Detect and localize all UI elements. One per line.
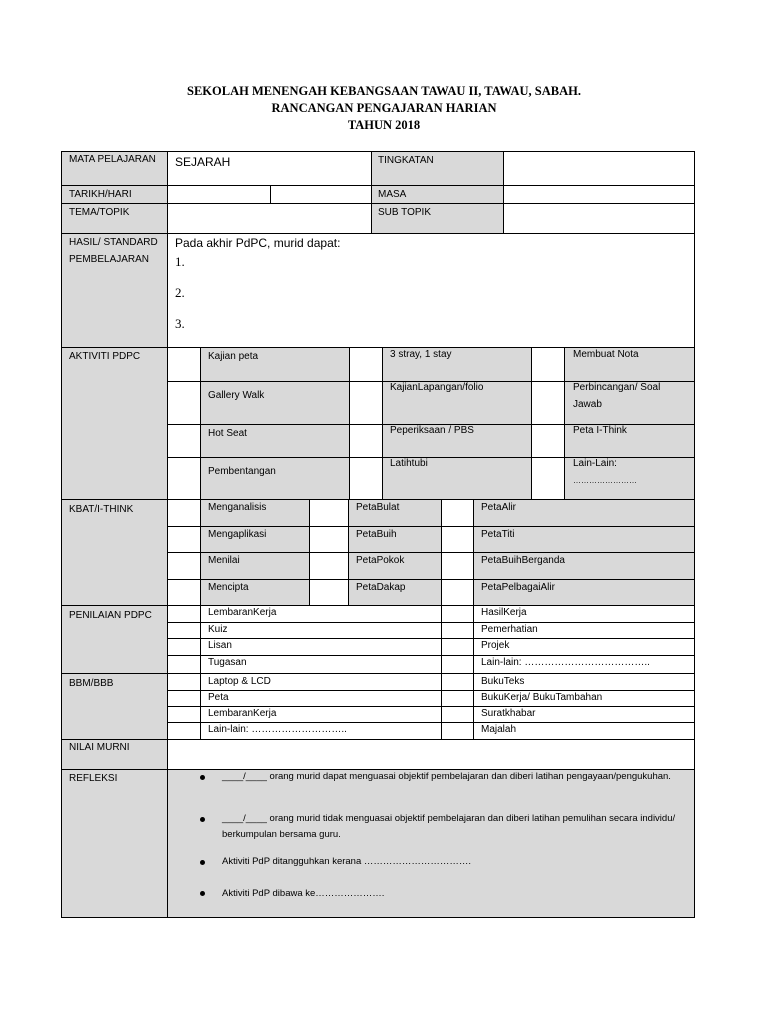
bbm-option: Suratkhabar [481, 708, 536, 719]
hasil-item-1: 1. [175, 254, 185, 269]
aktiviti-option: Membuat Nota [573, 349, 639, 360]
tema-label: TEMA/TOPIK [69, 207, 130, 218]
hasil-item-3: 3. [175, 316, 185, 331]
kbat-option: PetaPelbagaiAlir [481, 582, 555, 593]
refleksi-item: Aktiviti PdP dibawa ke…………………. [222, 888, 385, 899]
mata-pelajaran-value: SEJARAH [175, 155, 231, 169]
bbm-option: BukuKerja/ BukuTambahan [481, 692, 603, 703]
aktiviti-option: KajianLapangan/folio [390, 382, 484, 393]
aktiviti-option: Peta I-Think [573, 425, 627, 436]
aktiviti-option: Latihtubi [390, 458, 428, 469]
tarikh-label: TARIKH/HARI [69, 189, 132, 200]
penilaian-option: Pemerhatian [481, 624, 538, 635]
bbm-label: BBM/BBB [69, 678, 114, 689]
document-title: RANCANGAN PENGAJARAN HARIAN [271, 101, 497, 115]
penilaian-option: Tugasan [208, 657, 247, 668]
penilaian-option: Lisan [208, 640, 232, 651]
kbat-option: PetaTiti [481, 529, 515, 540]
bbm-option: Peta [208, 692, 229, 703]
bullet-icon [200, 817, 205, 822]
aktiviti-option: Pembentangan [208, 466, 276, 477]
kbat-option: PetaBuih [356, 529, 397, 540]
bullet-icon [200, 891, 205, 896]
school-name: SEKOLAH MENENGAH KEBANGSAAN TAWAU II, TAWAU, SABAH. [187, 84, 581, 98]
kbat-label: KBAT/I-THINK [69, 504, 134, 515]
hasil-intro: Pada akhir PdPC, murid dapat: [175, 236, 341, 250]
mata-pelajaran-label: MATA PELAJARAN [69, 154, 156, 165]
aktiviti-option: Peperiksaan / PBS [390, 425, 474, 436]
refleksi-item: ____/____ orang murid dapat menguasai objektif pembelajaran dan diberi latihan pengayaan/pengukuhan. [222, 771, 671, 782]
penilaian-option: Kuiz [208, 624, 228, 635]
aktiviti-option: Lain-Lain: [573, 458, 617, 469]
hasil-item-2: 2. [175, 285, 185, 300]
bbm-option: Lain-lain: ……………………….. [208, 724, 347, 735]
aktiviti-label: AKTIVITI PDPC [69, 351, 141, 362]
refleksi-item: Aktiviti PdP ditangguhkan kerana ……………………………. [222, 856, 472, 867]
kbat-option: PetaDakap [356, 582, 406, 593]
bbm-option: LembaranKerja [208, 708, 277, 719]
kbat-option: Menilai [208, 555, 240, 566]
kbat-option: Mencipta [208, 582, 249, 593]
aktiviti-option: Gallery Walk [208, 390, 265, 401]
refleksi-item: ____/____ orang murid tidak menguasai objektif pembelajaran dan diberi latihan pemulihan secara individu/ berkumpulan bersama guru. [222, 813, 676, 840]
masa-label: MASA [378, 189, 407, 200]
kbat-option: PetaPokok [356, 555, 405, 566]
nilai-murni-label: NILAI MURNI [69, 742, 130, 753]
kbat-option: Mengaplikasi [208, 529, 267, 540]
document-year: TAHUN 2018 [347, 118, 421, 132]
bbm-option: BukuTeks [481, 676, 525, 687]
bullet-icon [200, 775, 205, 780]
aktiviti-lain-dots: …………………… [573, 476, 637, 485]
sub-topik-label: SUB TOPIK [378, 207, 431, 218]
aktiviti-option: Perbincangan/ Soal Jawab [573, 382, 661, 410]
aktiviti-option: Hot Seat [208, 428, 247, 439]
penilaian-option: Projek [481, 640, 510, 651]
bbm-option: Laptop & LCD [208, 676, 271, 687]
tingkatan-label: TINGKATAN [378, 155, 434, 166]
penilaian-option: HasilKerja [481, 607, 527, 618]
kbat-option: PetaBulat [356, 502, 400, 513]
penilaian-option: Lain-lain: ……………………………….. [481, 657, 650, 668]
aktiviti-option: Kajian peta [208, 351, 259, 362]
kbat-option: PetaAlir [481, 502, 517, 513]
bbm-option: Majalah [481, 724, 517, 735]
kbat-option: PetaBuihBerganda [481, 555, 565, 566]
kbat-option: Menganalisis [208, 502, 267, 513]
penilaian-option: LembaranKerja [208, 607, 277, 618]
hasil-label: HASIL/ STANDARD PEMBELAJARAN [69, 237, 158, 265]
refleksi-label: REFLEKSI [69, 773, 118, 784]
penilaian-label: PENILAIAN PDPC [69, 610, 152, 621]
bullet-icon [200, 860, 205, 865]
aktiviti-option: 3 stray, 1 stay [390, 349, 452, 360]
